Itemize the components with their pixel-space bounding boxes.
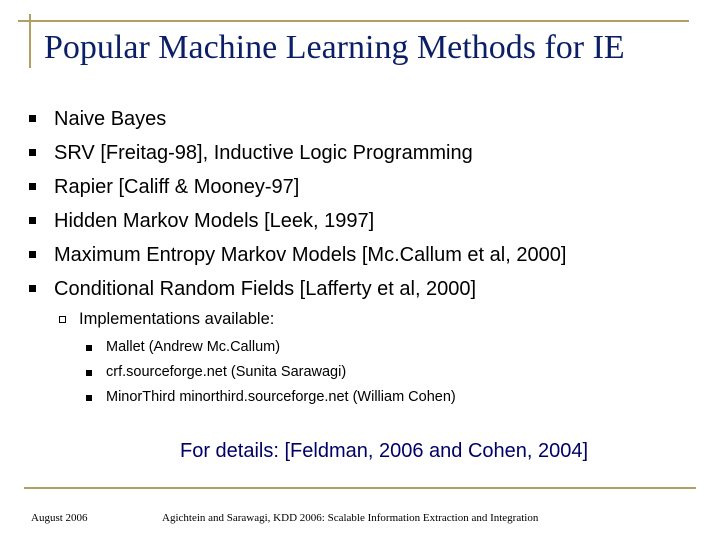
sub-bullet-item [0, 307, 720, 331]
bullet-text: Rapier [Califf & Mooney-97] [54, 176, 300, 198]
footer-citation: Agichtein and Sarawagi, KDD 2006: Scalable Information Extraction and Integration [162, 512, 539, 524]
details-note: For details: [Feldman, 2006 and Cohen, 2004] [180, 440, 589, 462]
small-square-bullet-icon [86, 395, 92, 401]
sub-sub-bullet-list [0, 335, 720, 410]
small-square-bullet-icon [86, 345, 92, 351]
sub-sub-bullet-text: crf.sourceforge.net (Sunita Sarawagi) [106, 364, 347, 380]
sub-sub-bullet-text: Mallet (Andrew Mc.Callum) [106, 339, 281, 355]
bullet-text: Conditional Random Fields [Lafferty et al, 2000] [54, 278, 477, 300]
title-frame-horizontal-line [18, 20, 689, 22]
hollow-square-bullet-icon [59, 316, 66, 323]
bullet-text: Hidden Markov Models [Leek, 1997] [54, 210, 375, 232]
bullet-item [0, 272, 720, 306]
bullet-text: SRV [Freitag-98], Inductive Logic Programming [54, 142, 473, 164]
sub-sub-bullet-item [0, 335, 720, 360]
sub-sub-bullet-item [0, 360, 720, 385]
slide-title: Popular Machine Learning Methods for IE [44, 29, 625, 66]
bullet-item [0, 238, 720, 272]
sub-sub-bullet-item [0, 385, 720, 410]
square-bullet-icon [29, 115, 36, 122]
square-bullet-icon [29, 149, 36, 156]
square-bullet-icon [29, 285, 36, 292]
square-bullet-icon [29, 251, 36, 258]
small-square-bullet-icon [86, 370, 92, 376]
square-bullet-icon [29, 183, 36, 190]
bullet-item [0, 170, 720, 204]
square-bullet-icon [29, 217, 36, 224]
bullet-list [0, 102, 720, 306]
bullet-item [0, 136, 720, 170]
footer-divider [24, 487, 696, 489]
bullet-text: Naive Bayes [54, 108, 167, 130]
bullet-item [0, 102, 720, 136]
bullet-item [0, 204, 720, 238]
sub-sub-bullet-text: MinorThird minorthird.sourceforge.net (William Cohen) [106, 389, 456, 405]
title-frame-vertical-line [29, 14, 31, 68]
bullet-text: Maximum Entropy Markov Models [Mc.Callum et al, 2000] [54, 244, 567, 266]
footer-date: August 2006 [31, 512, 88, 524]
sub-bullet-text: Implementations available: [79, 310, 275, 328]
